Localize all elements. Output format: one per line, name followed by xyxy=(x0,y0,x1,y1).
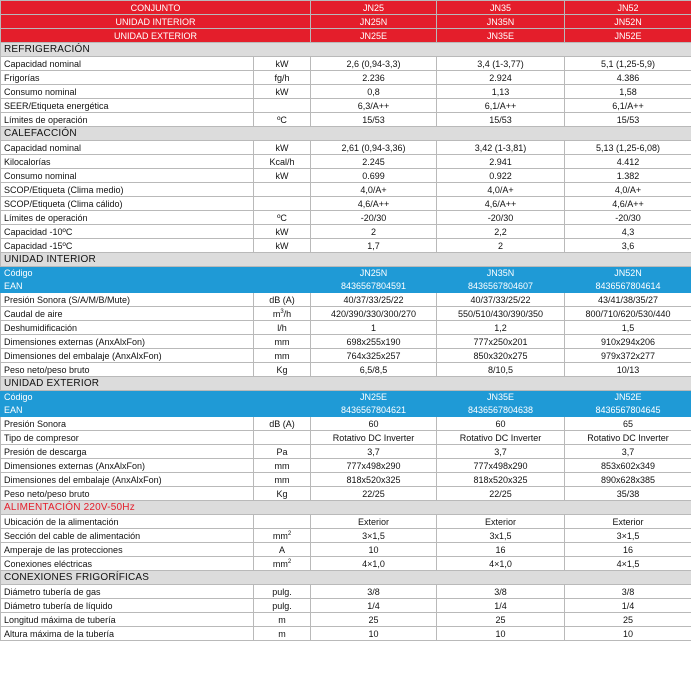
spec-value: 4,0/A+ xyxy=(565,183,691,197)
spec-value: 10 xyxy=(437,627,565,641)
spec-value: 16 xyxy=(437,543,565,557)
spec-row xyxy=(1,543,691,557)
spec-value: 853x602x349 xyxy=(565,459,691,473)
spec-value: 818x520x325 xyxy=(311,473,437,487)
spec-value: 4,3 xyxy=(565,225,691,239)
spec-unit: mm xyxy=(254,349,311,363)
spec-label: Presión Sonora (S/A/M/B/Mute) xyxy=(1,293,254,307)
spec-label: Presión Sonora xyxy=(1,417,254,431)
spec-label: Frigorías xyxy=(1,71,254,85)
spec-value: 0,8 xyxy=(311,85,437,99)
spec-row xyxy=(1,141,691,155)
spec-value: 850x320x275 xyxy=(437,349,565,363)
spec-row xyxy=(1,183,691,197)
header-label: UNIDAD INTERIOR xyxy=(1,15,311,29)
code-row xyxy=(1,267,691,280)
spec-value: 3,6 xyxy=(565,239,691,253)
spec-value: -20/30 xyxy=(565,211,691,225)
spec-value: 8/10,5 xyxy=(437,363,565,377)
unit-base: mm xyxy=(272,558,288,569)
spec-value: 10 xyxy=(311,543,437,557)
spec-value: 25 xyxy=(437,613,565,627)
spec-row xyxy=(1,613,691,627)
model-cell: JN52 xyxy=(565,1,691,15)
spec-unit xyxy=(254,529,311,543)
spec-value: 15/53 xyxy=(565,113,691,127)
spec-unit: Kg xyxy=(254,363,311,377)
ean-cell: 8436567804621 xyxy=(311,404,437,417)
spec-value: 22/25 xyxy=(311,487,437,501)
spec-unit: mm xyxy=(254,473,311,487)
spec-value: 0.699 xyxy=(311,169,437,183)
spec-value: 25 xyxy=(311,613,437,627)
spec-value: 1,7 xyxy=(311,239,437,253)
spec-row xyxy=(1,487,691,501)
spec-unit: fg/h xyxy=(254,71,311,85)
spec-value: Rotativo DC Inverter xyxy=(437,431,565,445)
model-cell: JN35N xyxy=(437,15,565,29)
spec-row xyxy=(1,197,691,211)
spec-row xyxy=(1,71,691,85)
spec-label: SEER/Etiqueta energética xyxy=(1,99,254,113)
section-title: UNIDAD INTERIOR xyxy=(1,253,691,267)
spec-row xyxy=(1,321,691,335)
model-cell: JN52N xyxy=(565,15,691,29)
spec-value: 818x520x325 xyxy=(437,473,565,487)
spec-label: Dimensiones del embalaje (AnxAlxFon) xyxy=(1,349,254,363)
spec-label: Capacidad nominal xyxy=(1,141,254,155)
spec-row xyxy=(1,225,691,239)
spec-row xyxy=(1,363,691,377)
spec-label: Tipo de compresor xyxy=(1,431,254,445)
spec-row xyxy=(1,57,691,71)
spec-value: 1,58 xyxy=(565,85,691,99)
spec-label: Límites de operación xyxy=(1,113,254,127)
spec-label: Peso neto/peso bruto xyxy=(1,363,254,377)
section-title: CONEXIONES FRIGORÍFICAS xyxy=(1,571,691,585)
spec-label: Altura máxima de la tubería xyxy=(1,627,254,641)
spec-unit: kW xyxy=(254,57,311,71)
spec-label: Consumo nominal xyxy=(1,85,254,99)
spec-value: Exterior xyxy=(437,515,565,529)
unit-superscript: 3 xyxy=(280,308,284,315)
spec-value: 0.922 xyxy=(437,169,565,183)
spec-row xyxy=(1,599,691,613)
spec-label: Capacidad -15ºC xyxy=(1,239,254,253)
spec-unit: A xyxy=(254,543,311,557)
spec-value: 910x294x206 xyxy=(565,335,691,349)
spec-value: 60 xyxy=(437,417,565,431)
spec-unit: kW xyxy=(254,169,311,183)
spec-row xyxy=(1,515,691,529)
code-label: Código xyxy=(1,391,311,404)
spec-value: 420/390/330/300/270 xyxy=(311,307,437,321)
spec-value: 10 xyxy=(565,627,691,641)
spec-value: 979x372x277 xyxy=(565,349,691,363)
spec-label: Diámetro tubería de líquido xyxy=(1,599,254,613)
spec-value: 2,6 (0,94-3,3) xyxy=(311,57,437,71)
spec-value: 6,1/A++ xyxy=(437,99,565,113)
section-unidad-interior xyxy=(1,253,691,267)
spec-label: Presión de descarga xyxy=(1,445,254,459)
ean-cell: 8436567804638 xyxy=(437,404,565,417)
spec-row xyxy=(1,417,691,431)
spec-unit: mm xyxy=(254,335,311,349)
spec-value: 3/8 xyxy=(311,585,437,599)
spec-value: -20/30 xyxy=(311,211,437,225)
spec-value: 777x498x290 xyxy=(437,459,565,473)
spec-label: Diámetro tubería de gas xyxy=(1,585,254,599)
spec-label: Deshumidificación xyxy=(1,321,254,335)
spec-label: Kilocalorías xyxy=(1,155,254,169)
spec-value: 764x325x257 xyxy=(311,349,437,363)
code-cell: JN35N xyxy=(437,267,565,280)
section-title: ALIMENTACIÓN 220V-50Hz xyxy=(1,501,691,515)
spec-unit: dB (A) xyxy=(254,293,311,307)
spec-row xyxy=(1,445,691,459)
model-cell: JN25E xyxy=(311,29,437,43)
spec-value: 35/38 xyxy=(565,487,691,501)
section-calefaccion xyxy=(1,127,691,141)
spec-unit: Kg xyxy=(254,487,311,501)
spec-value: 4×1,5 xyxy=(565,557,691,571)
unit-superscript: 2 xyxy=(287,530,292,537)
spec-label: Dimensiones del embalaje (AnxAlxFon) xyxy=(1,473,254,487)
spec-unit xyxy=(254,431,311,445)
spec-value: 6,5/8,5 xyxy=(311,363,437,377)
spec-label: Caudal de aire xyxy=(1,307,254,321)
spec-row xyxy=(1,155,691,169)
spec-label: Conexiones eléctricas xyxy=(1,557,254,571)
spec-label: SCOP/Etiqueta (Clima cálido) xyxy=(1,197,254,211)
spec-value: Exterior xyxy=(565,515,691,529)
code-cell: JN25E xyxy=(311,391,437,404)
spec-value: 3/8 xyxy=(565,585,691,599)
spec-value: Rotativo DC Inverter xyxy=(311,431,437,445)
spec-value: 5,13 (1,25-6,08) xyxy=(565,141,691,155)
spec-unit: Kcal/h xyxy=(254,155,311,169)
spec-value: 15/53 xyxy=(437,113,565,127)
spec-value: 777x498x290 xyxy=(311,459,437,473)
spec-label: SCOP/Etiqueta (Clima medio) xyxy=(1,183,254,197)
ean-label: EAN xyxy=(1,404,311,417)
spec-label: Ubicación de la alimentación xyxy=(1,515,254,529)
spec-label: Amperaje de las protecciones xyxy=(1,543,254,557)
spec-unit xyxy=(254,99,311,113)
spec-value: 1,5 xyxy=(565,321,691,335)
spec-row xyxy=(1,529,691,543)
spec-value: Exterior xyxy=(311,515,437,529)
code-cell: JN35E xyxy=(437,391,565,404)
header-label: CONJUNTO xyxy=(1,1,311,15)
spec-row xyxy=(1,473,691,487)
spec-row xyxy=(1,99,691,113)
spec-row xyxy=(1,239,691,253)
spec-unit: kW xyxy=(254,239,311,253)
spec-value: 5,1 (1,25-5,9) xyxy=(565,57,691,71)
unit-superscript: 2 xyxy=(287,558,292,565)
spec-value: 60 xyxy=(311,417,437,431)
spec-value: 4,6/A++ xyxy=(311,197,437,211)
spec-label: Capacidad -10ºC xyxy=(1,225,254,239)
code-row xyxy=(1,391,691,404)
spec-value: 550/510/430/390/350 xyxy=(437,307,565,321)
section-title: UNIDAD EXTERIOR xyxy=(1,377,691,391)
section-conexiones-frigorificas xyxy=(1,571,691,585)
spec-row xyxy=(1,627,691,641)
spec-value: 3×1,5 xyxy=(565,529,691,543)
spec-value: 2.236 xyxy=(311,71,437,85)
header-row-conjunto xyxy=(1,1,691,15)
spec-unit: m xyxy=(254,613,311,627)
spec-value: -20/30 xyxy=(437,211,565,225)
spec-label: Dimensiones externas (AnxAlxFon) xyxy=(1,335,254,349)
spec-value: 3x1,5 xyxy=(437,529,565,543)
spec-value: 3,42 (1-3,81) xyxy=(437,141,565,155)
spec-value: 6,3/A++ xyxy=(311,99,437,113)
spec-unit xyxy=(254,197,311,211)
spec-value: 2.941 xyxy=(437,155,565,169)
code-cell: JN52N xyxy=(565,267,691,280)
spec-unit: kW xyxy=(254,85,311,99)
spec-unit: Pa xyxy=(254,445,311,459)
spec-row xyxy=(1,557,691,571)
spec-unit xyxy=(254,557,311,571)
ean-cell: 8436567804591 xyxy=(311,280,437,293)
spec-label: Peso neto/peso bruto xyxy=(1,487,254,501)
spec-row xyxy=(1,211,691,225)
spec-value: 10 xyxy=(311,627,437,641)
spec-value: 2 xyxy=(437,239,565,253)
spec-row xyxy=(1,85,691,99)
spec-value: 890x628x385 xyxy=(565,473,691,487)
spec-value: 3×1,5 xyxy=(311,529,437,543)
spec-unit: l/h xyxy=(254,321,311,335)
spec-value: 2,2 xyxy=(437,225,565,239)
spec-value: 16 xyxy=(565,543,691,557)
spec-value: 777x250x201 xyxy=(437,335,565,349)
spec-value: 4×1,0 xyxy=(311,557,437,571)
spec-value: 2.924 xyxy=(437,71,565,85)
spec-value: 6,1/A++ xyxy=(565,99,691,113)
spec-value: 4.412 xyxy=(565,155,691,169)
spec-value: 1.382 xyxy=(565,169,691,183)
spec-value: 1,13 xyxy=(437,85,565,99)
spec-row xyxy=(1,459,691,473)
spec-value: 1/4 xyxy=(565,599,691,613)
unit-base: mm xyxy=(272,530,288,541)
model-cell: JN25N xyxy=(311,15,437,29)
spec-label: Consumo nominal xyxy=(1,169,254,183)
spec-unit: kW xyxy=(254,225,311,239)
spec-value: 2.245 xyxy=(311,155,437,169)
ean-row xyxy=(1,280,691,293)
spec-value: 15/53 xyxy=(311,113,437,127)
section-title: CALEFACCIÓN xyxy=(1,127,691,141)
code-label: Código xyxy=(1,267,311,280)
code-cell: JN52E xyxy=(565,391,691,404)
spec-value: 1 xyxy=(311,321,437,335)
spec-value: 43/41/38/35/27 xyxy=(565,293,691,307)
spec-label: Dimensiones externas (AnxAlxFon) xyxy=(1,459,254,473)
spec-value: 3,7 xyxy=(437,445,565,459)
spec-unit: mm xyxy=(254,459,311,473)
spec-value: 3/8 xyxy=(437,585,565,599)
spec-label: Capacidad nominal xyxy=(1,57,254,71)
spec-row xyxy=(1,293,691,307)
ean-cell: 8436567804607 xyxy=(437,280,565,293)
spec-unit xyxy=(254,307,311,321)
section-alimentacion xyxy=(1,501,691,515)
spec-value: 698x255x190 xyxy=(311,335,437,349)
spec-unit: ºC xyxy=(254,211,311,225)
spec-value: 10/13 xyxy=(565,363,691,377)
spec-value: 3,7 xyxy=(565,445,691,459)
spec-value: 25 xyxy=(565,613,691,627)
spec-unit: ºC xyxy=(254,113,311,127)
unit-base: m xyxy=(272,308,281,319)
spec-value: 22/25 xyxy=(437,487,565,501)
ean-cell: 8436567804614 xyxy=(565,280,691,293)
spec-label: Sección del cable de alimentación xyxy=(1,529,254,543)
spec-value: 40/37/33/25/22 xyxy=(311,293,437,307)
spec-value: 4,0/A+ xyxy=(311,183,437,197)
ean-cell: 8436567804645 xyxy=(565,404,691,417)
spec-row xyxy=(1,113,691,127)
header-label: UNIDAD EXTERIOR xyxy=(1,29,311,43)
spec-unit xyxy=(254,183,311,197)
spec-value: 4,6/A++ xyxy=(437,197,565,211)
spec-value: 65 xyxy=(565,417,691,431)
spec-value: 40/37/33/25/22 xyxy=(437,293,565,307)
spec-unit: m xyxy=(254,627,311,641)
spec-row xyxy=(1,431,691,445)
spec-value: 4.386 xyxy=(565,71,691,85)
spec-unit xyxy=(254,515,311,529)
spec-value: 1,2 xyxy=(437,321,565,335)
model-cell: JN35E xyxy=(437,29,565,43)
spec-value: Rotativo DC Inverter xyxy=(565,431,691,445)
spec-value: 2,61 (0,94-3,36) xyxy=(311,141,437,155)
unit-tail: /h xyxy=(283,308,292,319)
spec-row xyxy=(1,585,691,599)
spec-value: 2 xyxy=(311,225,437,239)
spec-label: Límites de operación xyxy=(1,211,254,225)
ean-row xyxy=(1,404,691,417)
header-row-interior xyxy=(1,15,691,29)
spec-value: 4×1,0 xyxy=(437,557,565,571)
spec-value: 3,7 xyxy=(311,445,437,459)
spec-row xyxy=(1,307,691,321)
spec-row xyxy=(1,349,691,363)
model-cell: JN52E xyxy=(565,29,691,43)
spec-value: 1/4 xyxy=(437,599,565,613)
ean-label: EAN xyxy=(1,280,311,293)
spec-unit: pulg. xyxy=(254,599,311,613)
section-title: REFRIGERACIÓN xyxy=(1,43,691,57)
spec-row xyxy=(1,335,691,349)
spec-row xyxy=(1,169,691,183)
spec-label: Longitud máxima de tubería xyxy=(1,613,254,627)
spec-value: 3,4 (1-3,77) xyxy=(437,57,565,71)
spec-unit: pulg. xyxy=(254,585,311,599)
spec-unit: dB (A) xyxy=(254,417,311,431)
model-cell: JN25 xyxy=(311,1,437,15)
spec-value: 800/710/620/530/440 xyxy=(565,307,691,321)
spec-value: 4,0/A+ xyxy=(437,183,565,197)
model-cell: JN35 xyxy=(437,1,565,15)
spec-value: 4,6/A++ xyxy=(565,197,691,211)
section-refrigeracion xyxy=(1,43,691,57)
spec-value: 1/4 xyxy=(311,599,437,613)
header-row-exterior xyxy=(1,29,691,43)
spec-unit: kW xyxy=(254,141,311,155)
section-unidad-exterior xyxy=(1,377,691,391)
code-cell: JN25N xyxy=(311,267,437,280)
